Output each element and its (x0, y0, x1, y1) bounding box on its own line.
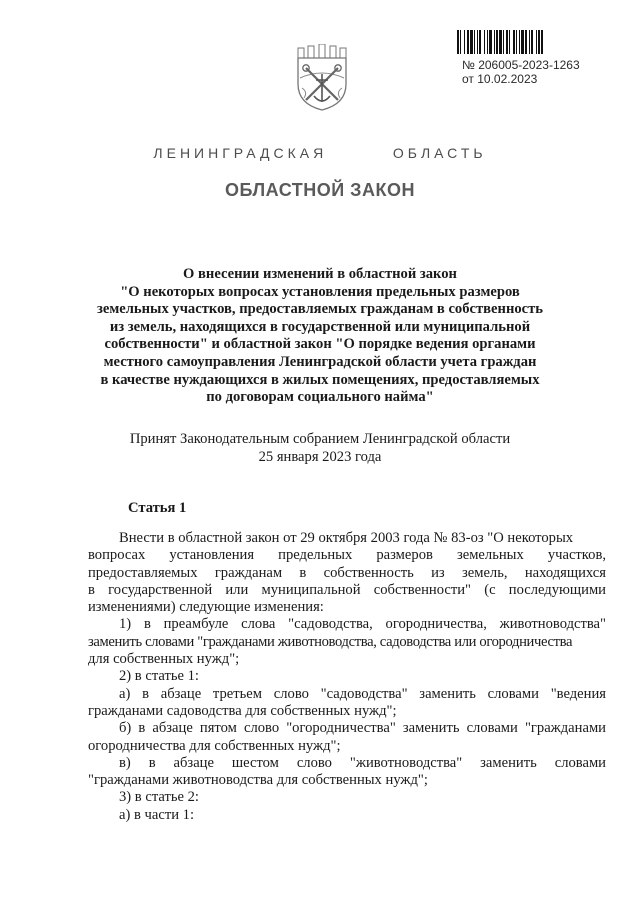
barcode (456, 30, 608, 54)
body-line: вопросах установления предельных размеров земельных участков, (88, 547, 606, 564)
title-line: земельных участков, предоставляемых гражданам в собственность (96, 301, 544, 318)
article-heading: Статья 1 (128, 500, 187, 516)
body-line: в государственной или муниципальной собственности" (с последующими (88, 581, 606, 598)
body-line: изменениями) следующие изменения: (88, 599, 324, 616)
title-line: О внесении изменений в областной закон (183, 266, 457, 282)
body-line: 2) в статье 1: (119, 668, 199, 685)
title-line: в качестве нуждающихся в жилых помещениях, предоставляемых (100, 371, 540, 388)
body-line: заменить словами "гражданами животноводства, садоводства или огородничества (88, 633, 573, 650)
body-line: огородничества для собственных нужд"; (88, 737, 341, 754)
registration-stamp (462, 58, 580, 86)
adoption-date: 25 января 2023 года (258, 449, 382, 465)
registration-number: № 206005-2023-1263 (462, 58, 580, 72)
region-heading: ЛЕНИНГРАДСКАЯ ОБЛАСТЬ (153, 145, 487, 161)
title-line: по договорам социального найма" (206, 389, 434, 406)
body-line: предоставляемых гражданам в собственность из земель, находящихся (88, 564, 606, 581)
title-line: местного самоуправления Ленинградской области учета граждан (103, 353, 537, 370)
body-line: Внести в областной закон от 29 октября 2003 года № 83-оз "О некоторых (119, 530, 574, 546)
body-line: для собственных нужд"; (88, 651, 240, 668)
body-line: б) в абзаце пятом слово "огородничества" заменить словами "гражданами (119, 720, 606, 737)
law-title (90, 266, 550, 407)
body-line: 1) в преамбуле слова "садоводства, огородничества, животноводства" (119, 616, 606, 633)
adoption-note (0, 430, 640, 466)
body-line: "гражданами животноводства для собственных нужд"; (88, 772, 428, 789)
title-line: собственности" и областной закон "О порядке ведения органами (104, 336, 536, 353)
law-type-heading: ОБЛАСТНОЙ ЗАКОН (225, 180, 415, 200)
registration-date: от 10.02.2023 (462, 72, 538, 86)
body-line: в) в абзаце шестом слово "животноводства" заменить словами (119, 754, 606, 771)
body-line: гражданами садоводства для собственных нужд"; (88, 702, 397, 719)
body-line: 3) в статье 2: (119, 789, 199, 806)
article-body (88, 530, 606, 824)
title-line: "О некоторых вопросах установления предельных размеров (120, 283, 520, 300)
body-line: а) в абзаце третьем слово "садоводства" заменить словами "ведения (119, 685, 606, 702)
title-line: из земель, находящихся в государственной или муниципальной (109, 318, 531, 335)
coat-of-arms-emblem (294, 44, 350, 112)
body-line: а) в части 1: (119, 806, 195, 823)
adoption-line: Принят Законодательным собранием Ленинградской области (129, 431, 511, 447)
